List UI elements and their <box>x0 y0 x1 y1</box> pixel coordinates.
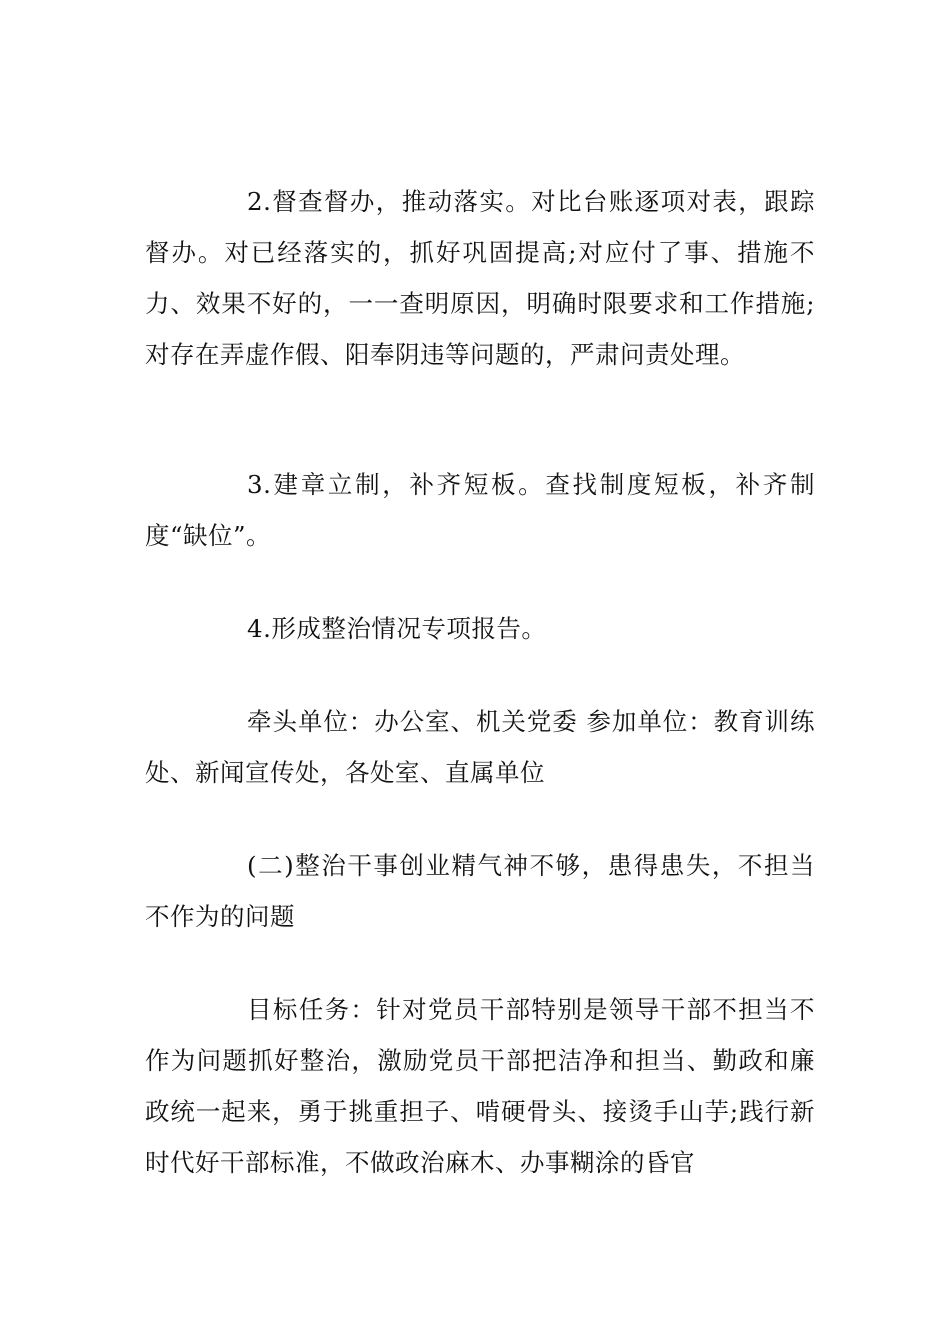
paragraph-report: 4.形成整治情况专项报告。 <box>247 614 547 643</box>
paragraph-spacer <box>145 654 815 696</box>
paragraph-section-heading: (二)整治干事创业精气神不够，患得患失，不担当不作为的问题 <box>145 851 815 931</box>
paragraph-spacer <box>145 380 815 459</box>
paragraph-supervision: 2.督查督办，推动落实。对比台账逐项对表，跟踪督办。对已经落实的，抓好巩固提高;对应付了事、措施不力、效果不好的，一一查明原因，明确时限要求和工作措施;对存在弄虚作假、阳奉阴违等问题的，严肃问责处理。 <box>145 187 815 369</box>
paragraph-units: 牵头单位：办公室、机关党委 参加单位：教育训练处、新闻宣传处，各处室、直属单位 <box>145 707 815 787</box>
document-body <box>145 176 815 1188</box>
paragraph-objectives: 目标任务：针对党员干部特别是领导干部不担当不作为问题抓好整治，激励党员干部把洁净和担当、勤政和廉政统一起来，勇于挑重担子、啃硬骨头、接烫手山芋;践行新时代好干部标准，不做政治麻木、办事糊涂的昏官 <box>145 995 815 1177</box>
paragraph-spacer <box>145 561 815 603</box>
paragraph-spacer <box>145 798 815 840</box>
paragraph-rules: 3.建章立制，补齐短板。查找制度短板，补齐制度“缺位”。 <box>145 470 815 550</box>
paragraph-spacer <box>145 942 815 984</box>
